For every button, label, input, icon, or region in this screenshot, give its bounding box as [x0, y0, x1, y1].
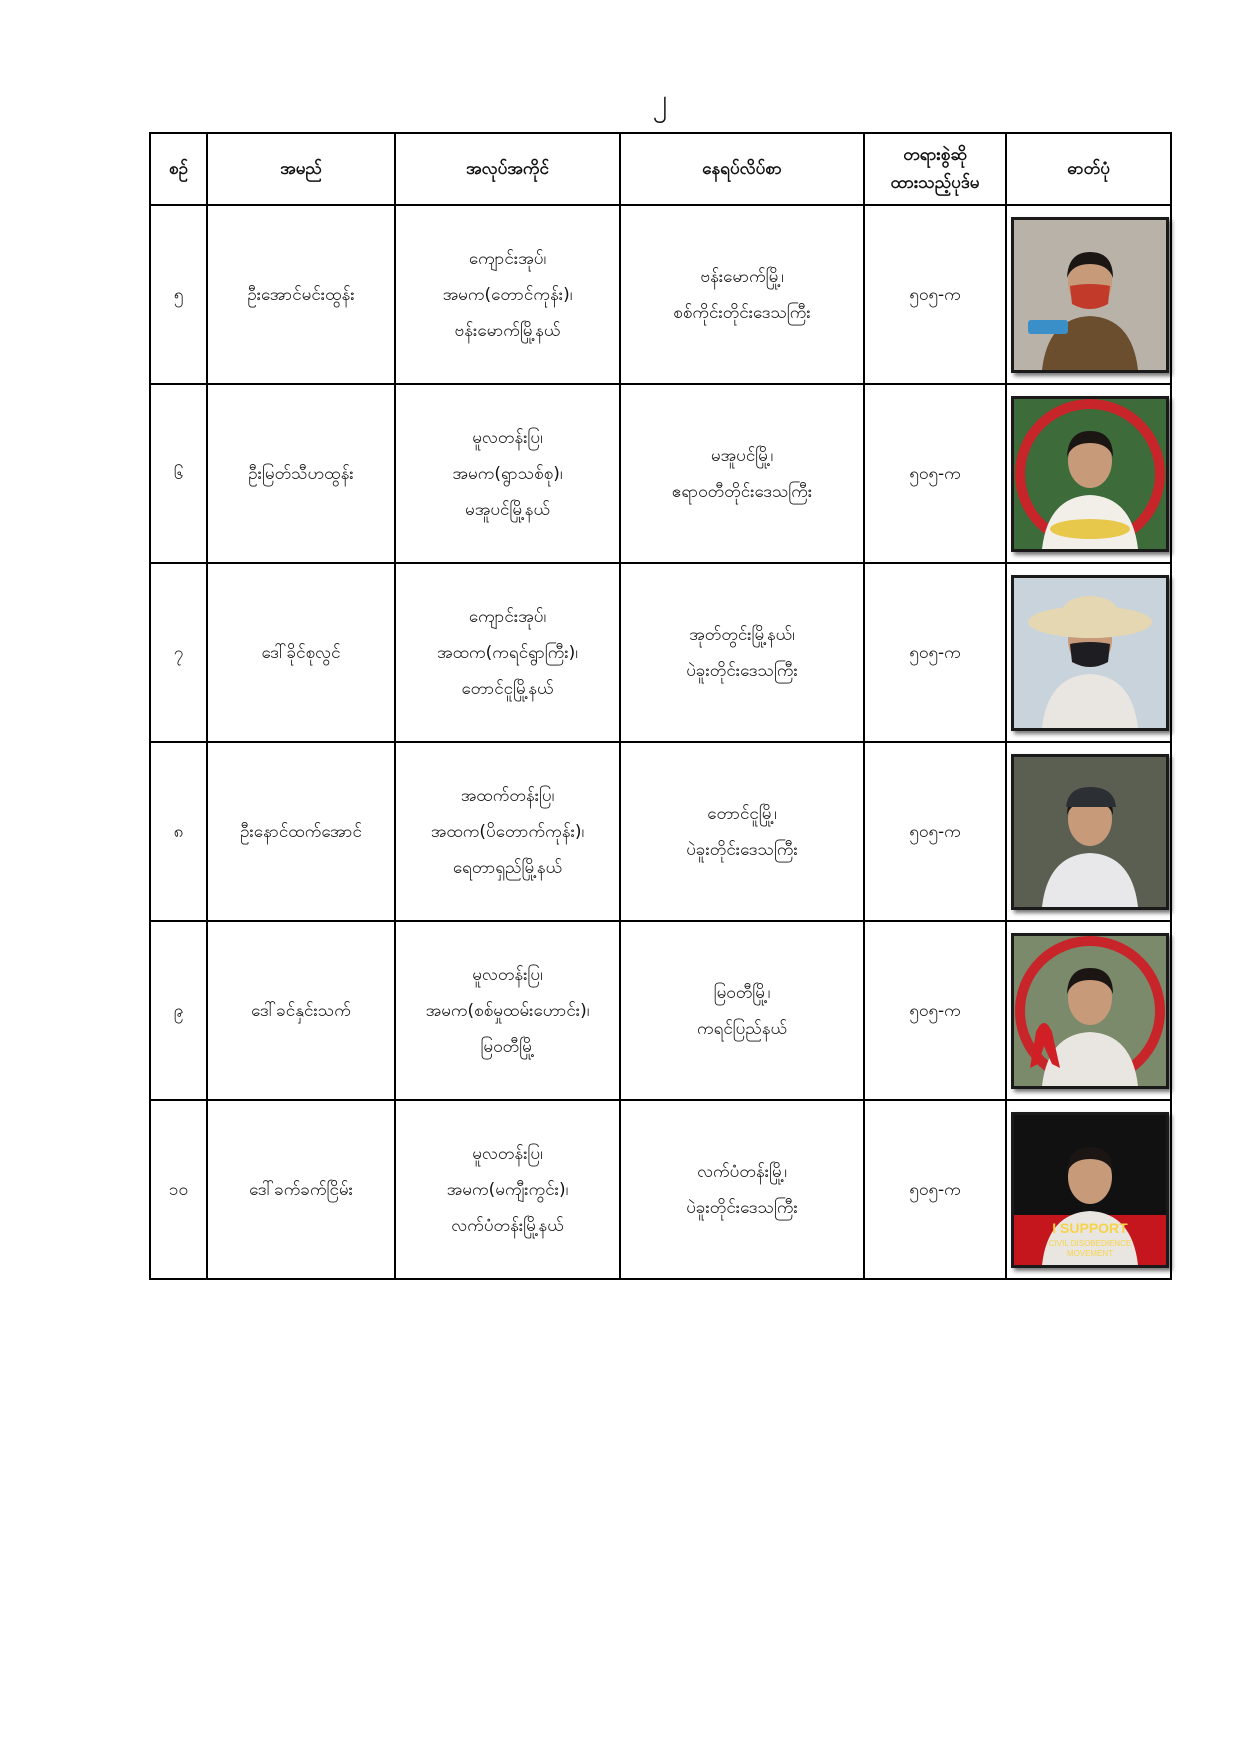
page-number: ၂	[652, 83, 668, 118]
occupation-line: တောင်ငူမြို့နယ်	[461, 678, 554, 699]
cell-photo	[1006, 563, 1171, 742]
occupation-line: အထက်တန်းပြ၊	[460, 785, 555, 806]
occupation-line: မအူပင်မြို့နယ်	[465, 499, 550, 520]
address-line: အုတ်တွင်းမြို့နယ်၊	[689, 624, 795, 645]
cell-occupation	[395, 921, 620, 1100]
cell-name: ဦးအောင်မင်းထွန်း	[207, 205, 395, 384]
occupation-line: မူလတန်းပြ၊	[472, 1143, 543, 1164]
occupation-line: မြဝတီမြို့	[480, 1036, 535, 1057]
address-line: ပဲခူးတိုင်းဒေသကြီး	[686, 839, 798, 860]
occupation-line: အမက(ရွာသစ်စု)၊	[452, 463, 563, 484]
portrait-photo	[1011, 754, 1169, 910]
cell-section: ၅၀၅-က	[864, 563, 1006, 742]
portrait-image	[1014, 757, 1166, 907]
occupation-line: အထက(ကရင်ရွာကြီး)၊	[436, 642, 578, 663]
portrait-photo	[1011, 217, 1169, 373]
photo-microphone-stand	[1028, 320, 1068, 334]
header-section-line2: ထားသည့်ပုဒ်မ	[890, 173, 980, 193]
occupation-line: ဗန်းမောက်မြို့နယ်	[454, 320, 561, 341]
photo-mask	[1070, 642, 1110, 667]
cell-occupation	[395, 1100, 620, 1279]
portrait-photo	[1011, 933, 1169, 1089]
table-row	[150, 1100, 1171, 1279]
header-photo: ဓာတ်ပုံ	[1006, 133, 1171, 205]
header-section-line1: တရားစွဲဆို	[903, 145, 967, 165]
occupation-line: လက်ပံတန်းမြို့နယ်	[451, 1215, 564, 1236]
cell-no: ၅	[150, 205, 207, 384]
portrait-image	[1014, 220, 1166, 370]
cell-no: ၇	[150, 563, 207, 742]
table-body	[150, 205, 1171, 1279]
detainee-table	[149, 132, 1172, 1280]
occupation-line: ရေတာရှည်မြို့နယ်	[452, 857, 563, 878]
cell-section: ၅၀၅-က	[864, 921, 1006, 1100]
address-line: ပဲခူးတိုင်းဒေသကြီး	[686, 1197, 798, 1218]
photo-banner	[1050, 519, 1130, 539]
cell-section: ၅၀၅-က	[864, 742, 1006, 921]
occupation-line: ကျောင်းအုပ်၊	[468, 606, 547, 627]
address-line: ကရင်ပြည်နယ်	[696, 1018, 788, 1039]
portrait-image	[1014, 1115, 1166, 1265]
photo-badge-text: I SUPPORT	[1052, 1219, 1128, 1236]
address-line: ဗန်းမောက်မြို့၊	[700, 266, 784, 287]
cell-address	[620, 742, 864, 921]
cell-no: ၆	[150, 384, 207, 563]
address-line: တောင်ငူမြို့၊	[707, 803, 777, 824]
cell-occupation	[395, 563, 620, 742]
cell-name: ဦးမြတ်သီဟထွန်း	[207, 384, 395, 563]
table-row	[150, 384, 1171, 563]
photo-badge-subtext-1: CIVIL DISOBEDIENCE	[1048, 1238, 1132, 1248]
cell-occupation	[395, 384, 620, 563]
occupation-line: အမက(မကျီးကွင်း)၊	[446, 1179, 569, 1200]
header-section	[864, 133, 1006, 205]
cell-address	[620, 205, 864, 384]
portrait-image	[1014, 936, 1166, 1086]
cell-section: ၅၀၅-က	[864, 205, 1006, 384]
cell-address	[620, 1100, 864, 1279]
header-name: အမည်	[207, 133, 395, 205]
cell-photo	[1006, 1100, 1171, 1279]
photo-mask	[1070, 284, 1110, 309]
table-header-row	[150, 133, 1171, 205]
occupation-line: မူလတန်းပြ၊	[472, 964, 543, 985]
cell-address	[620, 921, 864, 1100]
table-row	[150, 921, 1171, 1100]
cell-photo	[1006, 921, 1171, 1100]
portrait-photo	[1011, 575, 1169, 731]
cell-address	[620, 384, 864, 563]
header-occupation: အလုပ်အကိုင်	[395, 133, 620, 205]
address-line: မြဝတီမြို့၊	[713, 982, 771, 1003]
address-line: ဧရာဝတီတိုင်းဒေသကြီး	[671, 481, 813, 502]
cell-section: ၅၀၅-က	[864, 1100, 1006, 1279]
table-row	[150, 563, 1171, 742]
cell-photo	[1006, 384, 1171, 563]
cell-occupation	[395, 205, 620, 384]
cell-no: ၉	[150, 921, 207, 1100]
cell-occupation	[395, 742, 620, 921]
table-row	[150, 742, 1171, 921]
occupation-line: အမက(တောင်ကုန်း)၊	[442, 284, 573, 305]
cell-name: ဦးနောင်ထက်အောင်	[207, 742, 395, 921]
occupation-line: မူလတန်းပြ၊	[472, 427, 543, 448]
address-line: မအူပင်မြို့၊	[710, 445, 774, 466]
occupation-line: အမက(စစ်မှုထမ်းဟောင်း)၊	[425, 1000, 590, 1021]
portrait-photo	[1011, 1112, 1169, 1268]
portrait-image	[1014, 399, 1166, 549]
occupation-line: အထက(ပိတောက်ကုန်း)၊	[430, 821, 585, 842]
photo-hat-crown	[1062, 596, 1118, 628]
cell-address	[620, 563, 864, 742]
cell-no: ၁၀	[150, 1100, 207, 1279]
table-row	[150, 205, 1171, 384]
address-line: လက်ပံတန်းမြို့၊	[697, 1161, 787, 1182]
cell-name: ဒေါ်ခိုင်စုလွင်	[207, 563, 395, 742]
portrait-image	[1014, 578, 1166, 728]
cell-name: ဒေါ်ခင်နှင်းသက်	[207, 921, 395, 1100]
address-line: ပဲခူးတိုင်းဒေသကြီး	[686, 660, 798, 681]
portrait-photo	[1011, 396, 1169, 552]
cell-no: ၈	[150, 742, 207, 921]
photo-badge-subtext-2: MOVEMENT	[1066, 1248, 1114, 1258]
cell-photo	[1006, 205, 1171, 384]
occupation-line: ကျောင်းအုပ်၊	[468, 248, 547, 269]
header-address: နေရပ်လိပ်စာ	[620, 133, 864, 205]
cell-section: ၅၀၅-က	[864, 384, 1006, 563]
cell-photo	[1006, 742, 1171, 921]
address-line: စစ်ကိုင်းတိုင်းဒေသကြီး	[673, 302, 811, 323]
header-no: စဉ်	[150, 133, 207, 205]
cell-name: ဒေါ်ခက်ခက်ငြိမ်း	[207, 1100, 395, 1279]
